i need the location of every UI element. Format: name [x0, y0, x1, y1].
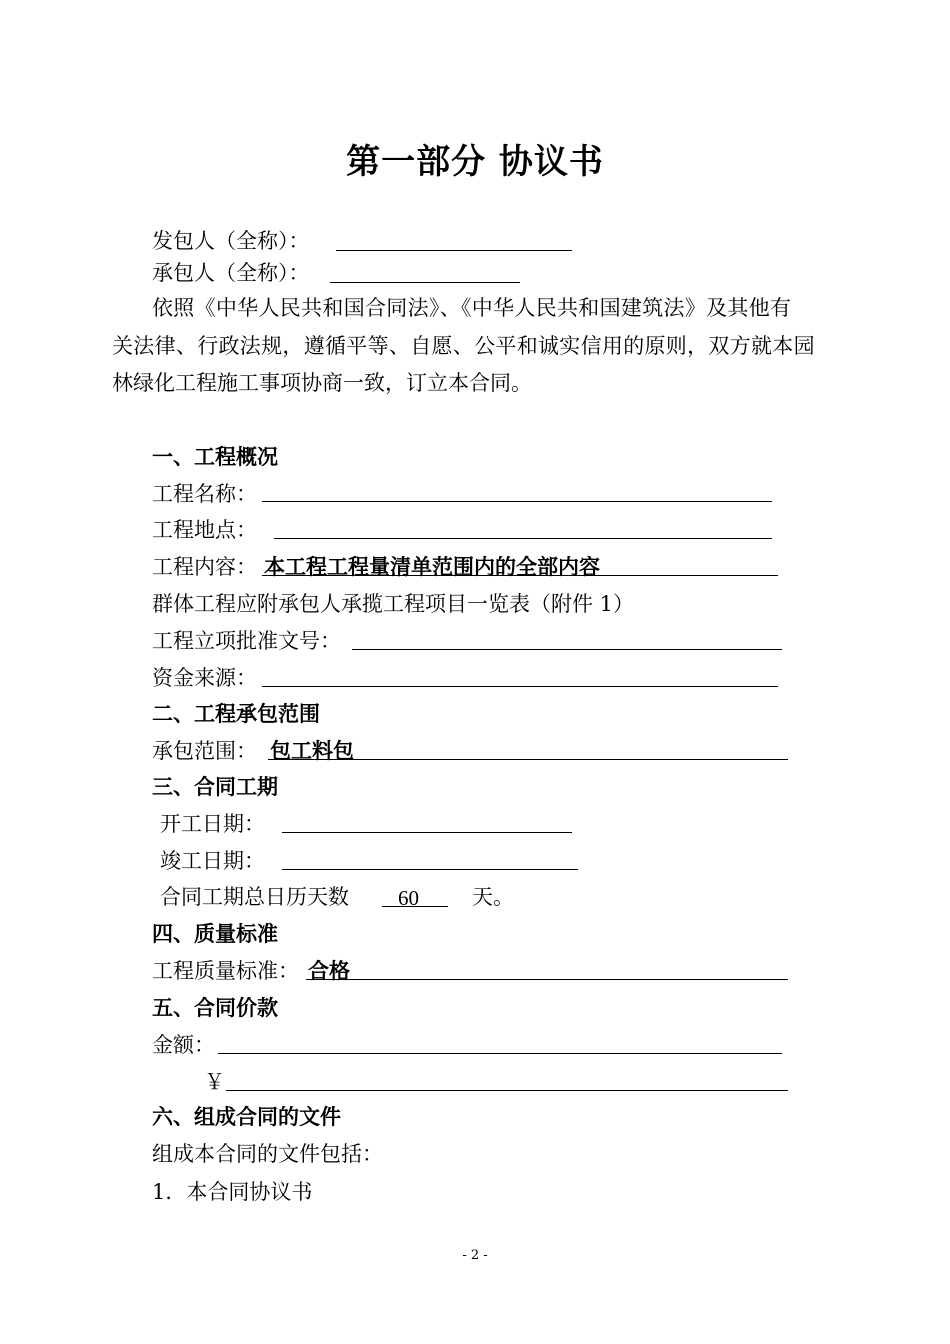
- section-heading-scope: 二、工程承包范围: [152, 702, 320, 726]
- employer-label: 发包人（全称）：: [152, 229, 310, 253]
- section-heading-documents: 六、组成合同的文件: [152, 1105, 341, 1129]
- contractor-label: 承包人（全称）：: [152, 261, 310, 285]
- quality-value: 合格: [308, 959, 350, 983]
- intro-line-1: 依照《中华人民共和国合同法》、《中华人民共和国建筑法》及其他有: [152, 296, 792, 320]
- quality-underline[interactable]: [306, 979, 788, 980]
- duration-value: 60: [398, 886, 419, 910]
- project-name-label: 工程名称：: [152, 482, 257, 506]
- approval-number-blank[interactable]: [352, 649, 782, 650]
- start-date-label: 开工日期：: [160, 812, 265, 836]
- section-heading-quality: 四、质量标准: [152, 922, 278, 946]
- quality-label: 工程质量标准：: [152, 959, 299, 983]
- project-name-blank[interactable]: [262, 501, 772, 502]
- start-date-blank[interactable]: [282, 832, 572, 833]
- page-title: 第一部分 协议书: [346, 142, 604, 182]
- amount-blank[interactable]: [218, 1053, 782, 1054]
- scope-value: 包工料包: [270, 739, 354, 763]
- group-project-note: 群体工程应附承包人承揽工程项目一览表（附件 1）: [152, 592, 635, 616]
- section-heading-duration: 三、合同工期: [152, 775, 278, 799]
- project-location-label: 工程地点：: [152, 518, 257, 542]
- duration-suffix: 天。: [472, 885, 514, 909]
- intro-line-2: 关法律、行政法规，遵循平等、自愿、公平和诚实信用的原则，双方就本园: [112, 334, 815, 358]
- amount-figures-blank[interactable]: [226, 1090, 788, 1091]
- scope-label: 承包范围：: [152, 739, 257, 763]
- section-heading-overview: 一、工程概况: [152, 445, 278, 469]
- employer-blank[interactable]: [336, 250, 572, 251]
- documents-item-1: 1．本合同协议书: [152, 1180, 313, 1204]
- scope-underline[interactable]: [268, 759, 788, 760]
- project-location-blank[interactable]: [274, 538, 772, 539]
- duration-underline[interactable]: [382, 906, 448, 907]
- funding-source-blank[interactable]: [262, 686, 778, 687]
- project-content-label: 工程内容：: [152, 555, 257, 579]
- approval-number-label: 工程立项批准文号：: [152, 629, 341, 653]
- currency-symbol: ￥: [204, 1070, 225, 1094]
- project-content-value: 本工程工程量清单范围内的全部内容: [264, 555, 600, 579]
- duration-prefix: 合同工期总日历天数: [160, 885, 349, 909]
- project-content-underline[interactable]: [262, 575, 778, 576]
- contractor-blank[interactable]: [330, 282, 520, 283]
- documents-intro: 组成本合同的文件包括：: [152, 1142, 383, 1166]
- section-heading-price: 五、合同价款: [152, 996, 278, 1020]
- intro-line-3: 林绿化工程施工事项协商一致，订立本合同。: [112, 371, 532, 395]
- funding-source-label: 资金来源：: [152, 666, 257, 690]
- amount-label: 金额：: [152, 1033, 215, 1057]
- end-date-blank[interactable]: [282, 869, 578, 870]
- page-number: - 2 -: [462, 1248, 488, 1263]
- end-date-label: 竣工日期：: [160, 849, 265, 873]
